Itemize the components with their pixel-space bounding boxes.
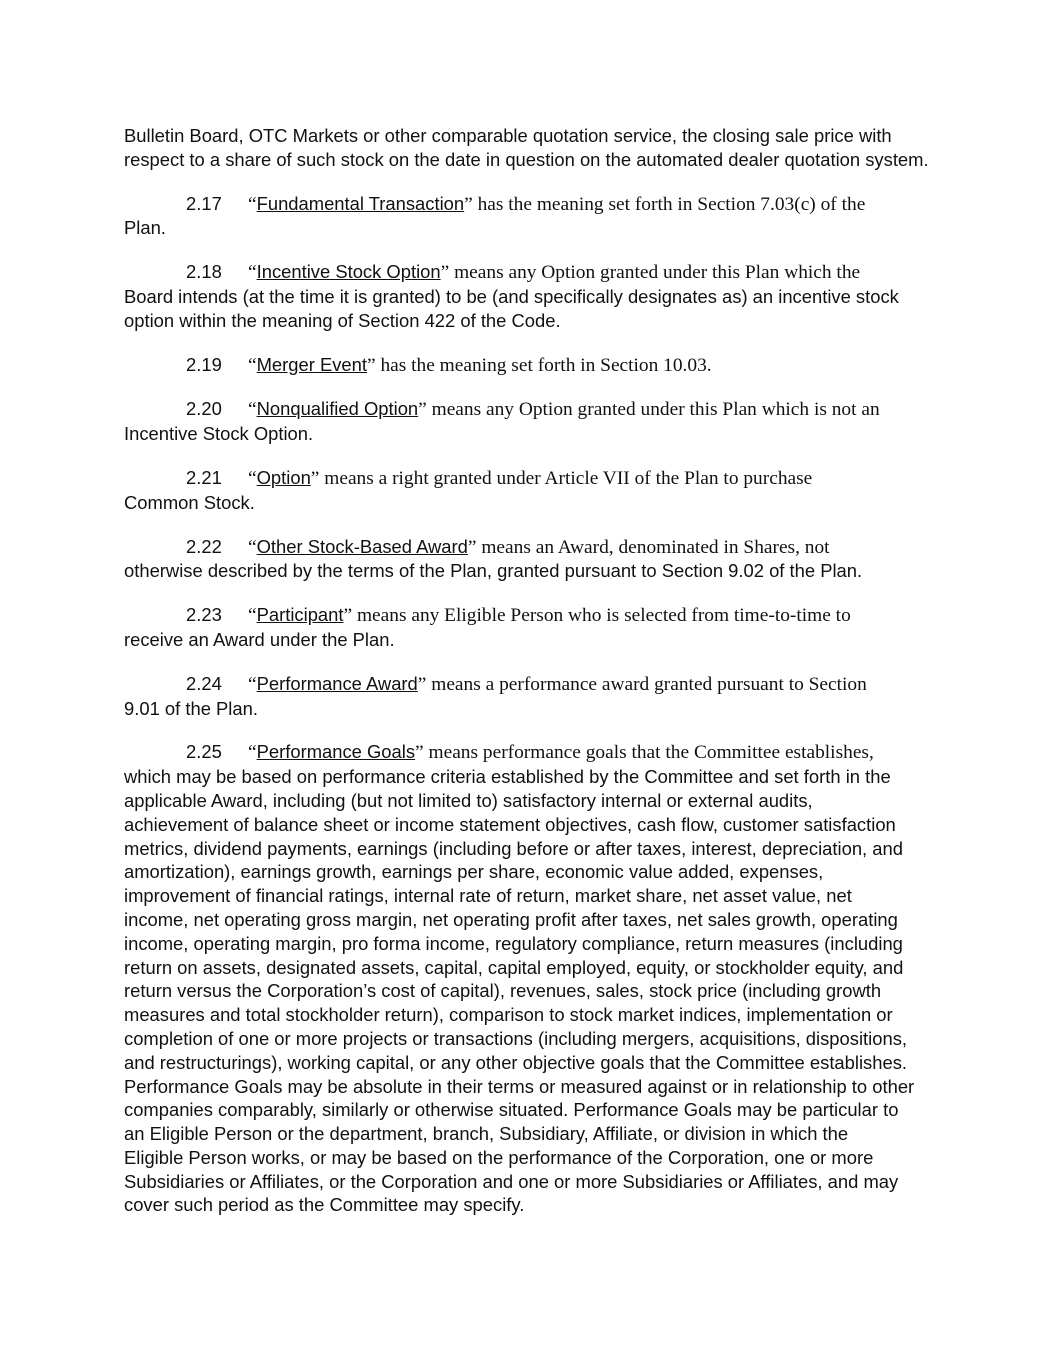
definition-first-line — [124, 535, 932, 560]
definitions-list — [124, 192, 932, 1218]
definition-paragraph — [124, 740, 932, 1217]
definition-paragraph — [124, 353, 932, 378]
definition-line: achievement of balance sheet or income statement objectives, cash flow, customer satisfaction — [124, 813, 896, 835]
definition-first-line — [124, 260, 932, 285]
definition-line: 9.01 of the Plan. — [124, 697, 258, 719]
section-number: 2.21 — [186, 466, 222, 488]
section-number: 2.19 — [186, 353, 222, 375]
definition-paragraph — [124, 466, 932, 515]
definition-paragraph — [124, 260, 932, 332]
defined-term: Incentive Stock Option — [256, 261, 441, 283]
definition-line: receive an Award under the Plan. — [124, 628, 395, 650]
defined-term: Option — [256, 466, 311, 488]
definition-lead-text: ” means a performance award granted pursuant to Section — [417, 673, 867, 695]
definition-line: completion of one or more projects or transactions (including mergers, acquisitions, dispositions, — [124, 1027, 907, 1049]
defined-term: Fundamental Transaction — [256, 192, 465, 214]
definition-paragraph — [124, 603, 932, 652]
intro-paragraph — [124, 124, 932, 172]
definition-lead-text: ” has the meaning set forth in Section 7.03(c) of the — [464, 193, 866, 215]
definition-line: return versus the Corporation’s cost of capital), revenues, sales, stock price (including growth — [124, 980, 882, 1002]
definition-lead-text: ” means a right granted under Article VII of the Plan to purchase — [310, 467, 813, 489]
definition-lead-text: ” means any Option granted under this Plan which the — [440, 262, 861, 284]
open-quote: “ — [248, 673, 257, 695]
section-number: 2.20 — [186, 398, 222, 420]
section-number: 2.23 — [186, 604, 222, 626]
definition-line: Incentive Stock Option. — [124, 423, 314, 445]
definition-line: Performance Goals may be absolute in their terms or measured against or in relationship to other — [124, 1075, 915, 1097]
definition-lead-text: ” has the meaning set forth in Section 10.03. — [367, 354, 712, 376]
defined-term: Participant — [256, 604, 344, 626]
document-body — [124, 124, 932, 1237]
definition-line: otherwise described by the terms of the Plan, granted pursuant to Section 9.02 of the Plan. — [124, 560, 863, 582]
defined-term: Merger Event — [256, 353, 367, 375]
definition-line: cover such period as the Committee may specify. — [124, 1194, 525, 1216]
defined-term: Nonqualified Option — [256, 398, 419, 420]
definition-line: applicable Award, including (but not limited to) satisfactory internal or external audits, — [124, 789, 813, 811]
definition-lead-text: ” means any Option granted under this Plan which is not an — [418, 399, 880, 421]
definition-paragraph — [124, 192, 932, 241]
section-number: 2.25 — [186, 741, 222, 763]
definition-lead-text: ” means any Eligible Person who is selected from time-to-time to — [343, 605, 851, 627]
definition-line: improvement of financial ratings, internal rate of return, market share, net asset value, net — [124, 885, 852, 907]
section-number: 2.22 — [186, 535, 222, 557]
open-quote: “ — [248, 354, 257, 376]
definition-first-line — [124, 603, 932, 628]
definition-line: measures and total stockholder return), comparison to stock market indices, implementation or — [124, 1004, 893, 1026]
intro-line: respect to a share of such stock on the date in question on the automated dealer quotation system. — [124, 148, 929, 170]
defined-term: Performance Award — [256, 672, 418, 694]
open-quote: “ — [248, 262, 257, 284]
definition-line: companies comparably, similarly or otherwise situated. Performance Goals may be particular to — [124, 1099, 899, 1121]
definition-first-line — [124, 353, 932, 378]
definition-line: income, net operating gross margin, net operating profit after taxes, net sales growth, operating — [124, 908, 898, 930]
defined-term: Performance Goals — [256, 741, 416, 763]
section-number: 2.17 — [186, 192, 222, 214]
definition-line: an Eligible Person or the department, branch, Subsidiary, Affiliate, or division in which the — [124, 1123, 849, 1145]
definition-lead-text: ” means an Award, denominated in Shares, not — [467, 536, 830, 558]
open-quote: “ — [248, 742, 257, 764]
definition-line: Subsidiaries or Affiliates, or the Corporation and one or more Subsidiaries or Affiliates, and may — [124, 1170, 899, 1192]
definition-line: Plan. — [124, 217, 166, 239]
definition-line: Eligible Person works, or may be based on the performance of the Corporation, one or more — [124, 1146, 874, 1168]
definition-paragraph — [124, 397, 932, 446]
definition-first-line — [124, 466, 932, 491]
definition-line: amortization), earnings growth, earnings per share, economic value added, expenses, — [124, 861, 824, 883]
section-number: 2.18 — [186, 261, 222, 283]
definition-first-line — [124, 192, 932, 217]
defined-term: Other Stock-Based Award — [256, 535, 468, 557]
definition-line: metrics, dividend payments, earnings (including before or after taxes, interest, depreciation, and — [124, 837, 903, 859]
definition-first-line — [124, 672, 932, 697]
open-quote: “ — [248, 605, 257, 627]
definition-lead-text: ” means performance goals that the Committee establishes, — [415, 742, 874, 764]
definition-line: Board intends (at the time it is granted) to be (and specifically designates as) an incentive stock — [124, 285, 899, 307]
definition-paragraph — [124, 535, 932, 584]
intro-line: Bulletin Board, OTC Markets or other comparable quotation service, the closing sale price with — [124, 125, 892, 146]
definition-paragraph — [124, 672, 932, 721]
definition-line: option within the meaning of Section 422 of the Code. — [124, 309, 561, 331]
open-quote: “ — [248, 399, 257, 421]
definition-first-line — [124, 740, 932, 765]
definition-line: income, operating margin, pro forma income, regulatory compliance, return measures (including — [124, 932, 903, 954]
section-number: 2.24 — [186, 672, 222, 694]
definition-line: return on assets, designated assets, capital, capital employed, equity, or stockholder equity, and — [124, 956, 904, 978]
definition-first-line — [124, 397, 932, 422]
open-quote: “ — [248, 467, 257, 489]
open-quote: “ — [248, 193, 257, 215]
definition-line: Common Stock. — [124, 491, 255, 513]
definition-line: which may be based on performance criteria established by the Committee and set forth in the — [124, 766, 891, 788]
open-quote: “ — [248, 536, 257, 558]
definition-line: and restructurings), working capital, or any other objective goals that the Committee establishes. — [124, 1051, 908, 1073]
